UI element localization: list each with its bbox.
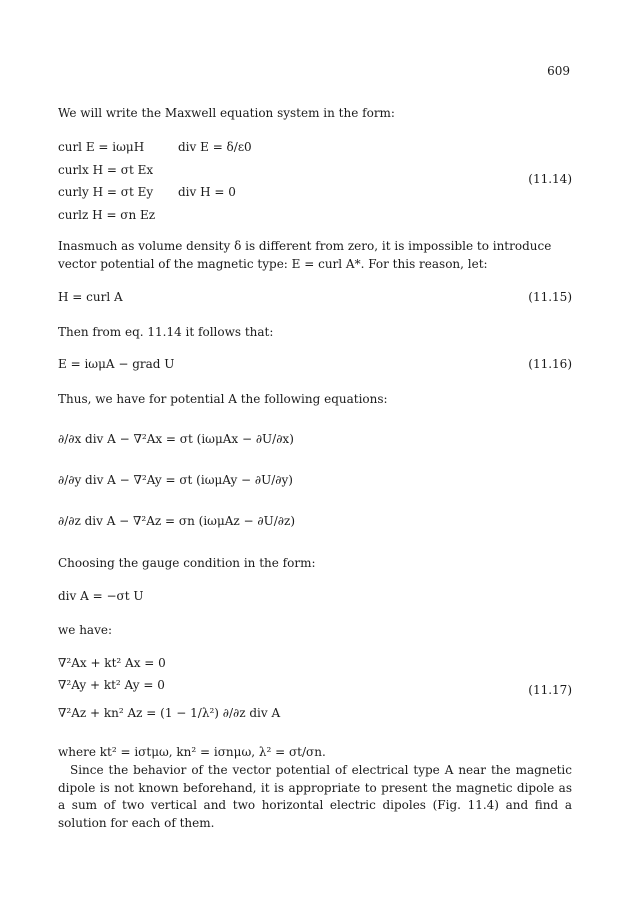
gauge-equation: div A = −σt U xyxy=(58,589,144,603)
eq-line: curly H = σt Ey xyxy=(58,185,154,199)
eq-line: div H = 0 xyxy=(178,185,236,199)
intro-paragraph: We will write the Maxwell equation system in the form: xyxy=(58,106,395,120)
eq-line: curlx H = σt Ex xyxy=(58,163,154,177)
equation-11-16: E = iωμA − grad U xyxy=(58,357,175,371)
paragraph-4: Thus, we have for potential A the following equations: xyxy=(58,392,388,406)
equation-number: (11.15) xyxy=(528,290,572,304)
eq-line: ∇²Ax + kt² Ax = 0 xyxy=(58,656,166,670)
paragraph-2: Inasmuch as volume density δ is different from zero, it is impossible to introduce vector potential of the magnetic type: E = curl A*. For this reason, let: xyxy=(58,239,552,271)
paragraph-5: Choosing the gauge condition in the form: xyxy=(58,556,316,570)
eq-line: ∂/∂z div A − ∇²Az = σn (iωμAz − ∂U/∂z) xyxy=(58,514,295,528)
equation-11-15: H = curl A xyxy=(58,290,123,304)
paragraph-3: Then from eq. 11.14 it follows that: xyxy=(58,325,274,339)
eq-line: div E = δ/ε0 xyxy=(178,140,252,154)
eq-line: ∇²Ay + kt² Ay = 0 xyxy=(58,678,165,692)
equation-number: (11.16) xyxy=(528,357,572,371)
page-number: 609 xyxy=(547,64,570,78)
equation-number: (11.14) xyxy=(528,172,572,186)
where-line: where kt² = iσtμω, kn² = iσnμω, λ² = σt/σn. xyxy=(58,745,326,759)
eq-line: ∂/∂x div A − ∇²Ax = σt (iωμAx − ∂U/∂x) xyxy=(58,432,294,446)
paragraph-6: we have: xyxy=(58,623,112,637)
eq-line: curlz H = σn Ez xyxy=(58,208,156,222)
paragraph-7: Since the behavior of the vector potential of electrical type A near the magnetic dipole is not known beforehand, it is appropriate to present the magnetic dipole as a sum of two vertical and two horizontal electric dipoles (Fig. 11.4) and find a solution for each of them. xyxy=(58,763,572,830)
eq-line: ∇²Az + kn² Az = (1 − 1/λ²) ∂/∂z div A xyxy=(58,706,281,720)
eq-line: ∂/∂y div A − ∇²Ay = σt (iωμAy − ∂U/∂y) xyxy=(58,473,293,487)
eq-line: curl E = iωμH xyxy=(58,140,145,154)
equation-number: (11.17) xyxy=(528,683,572,697)
